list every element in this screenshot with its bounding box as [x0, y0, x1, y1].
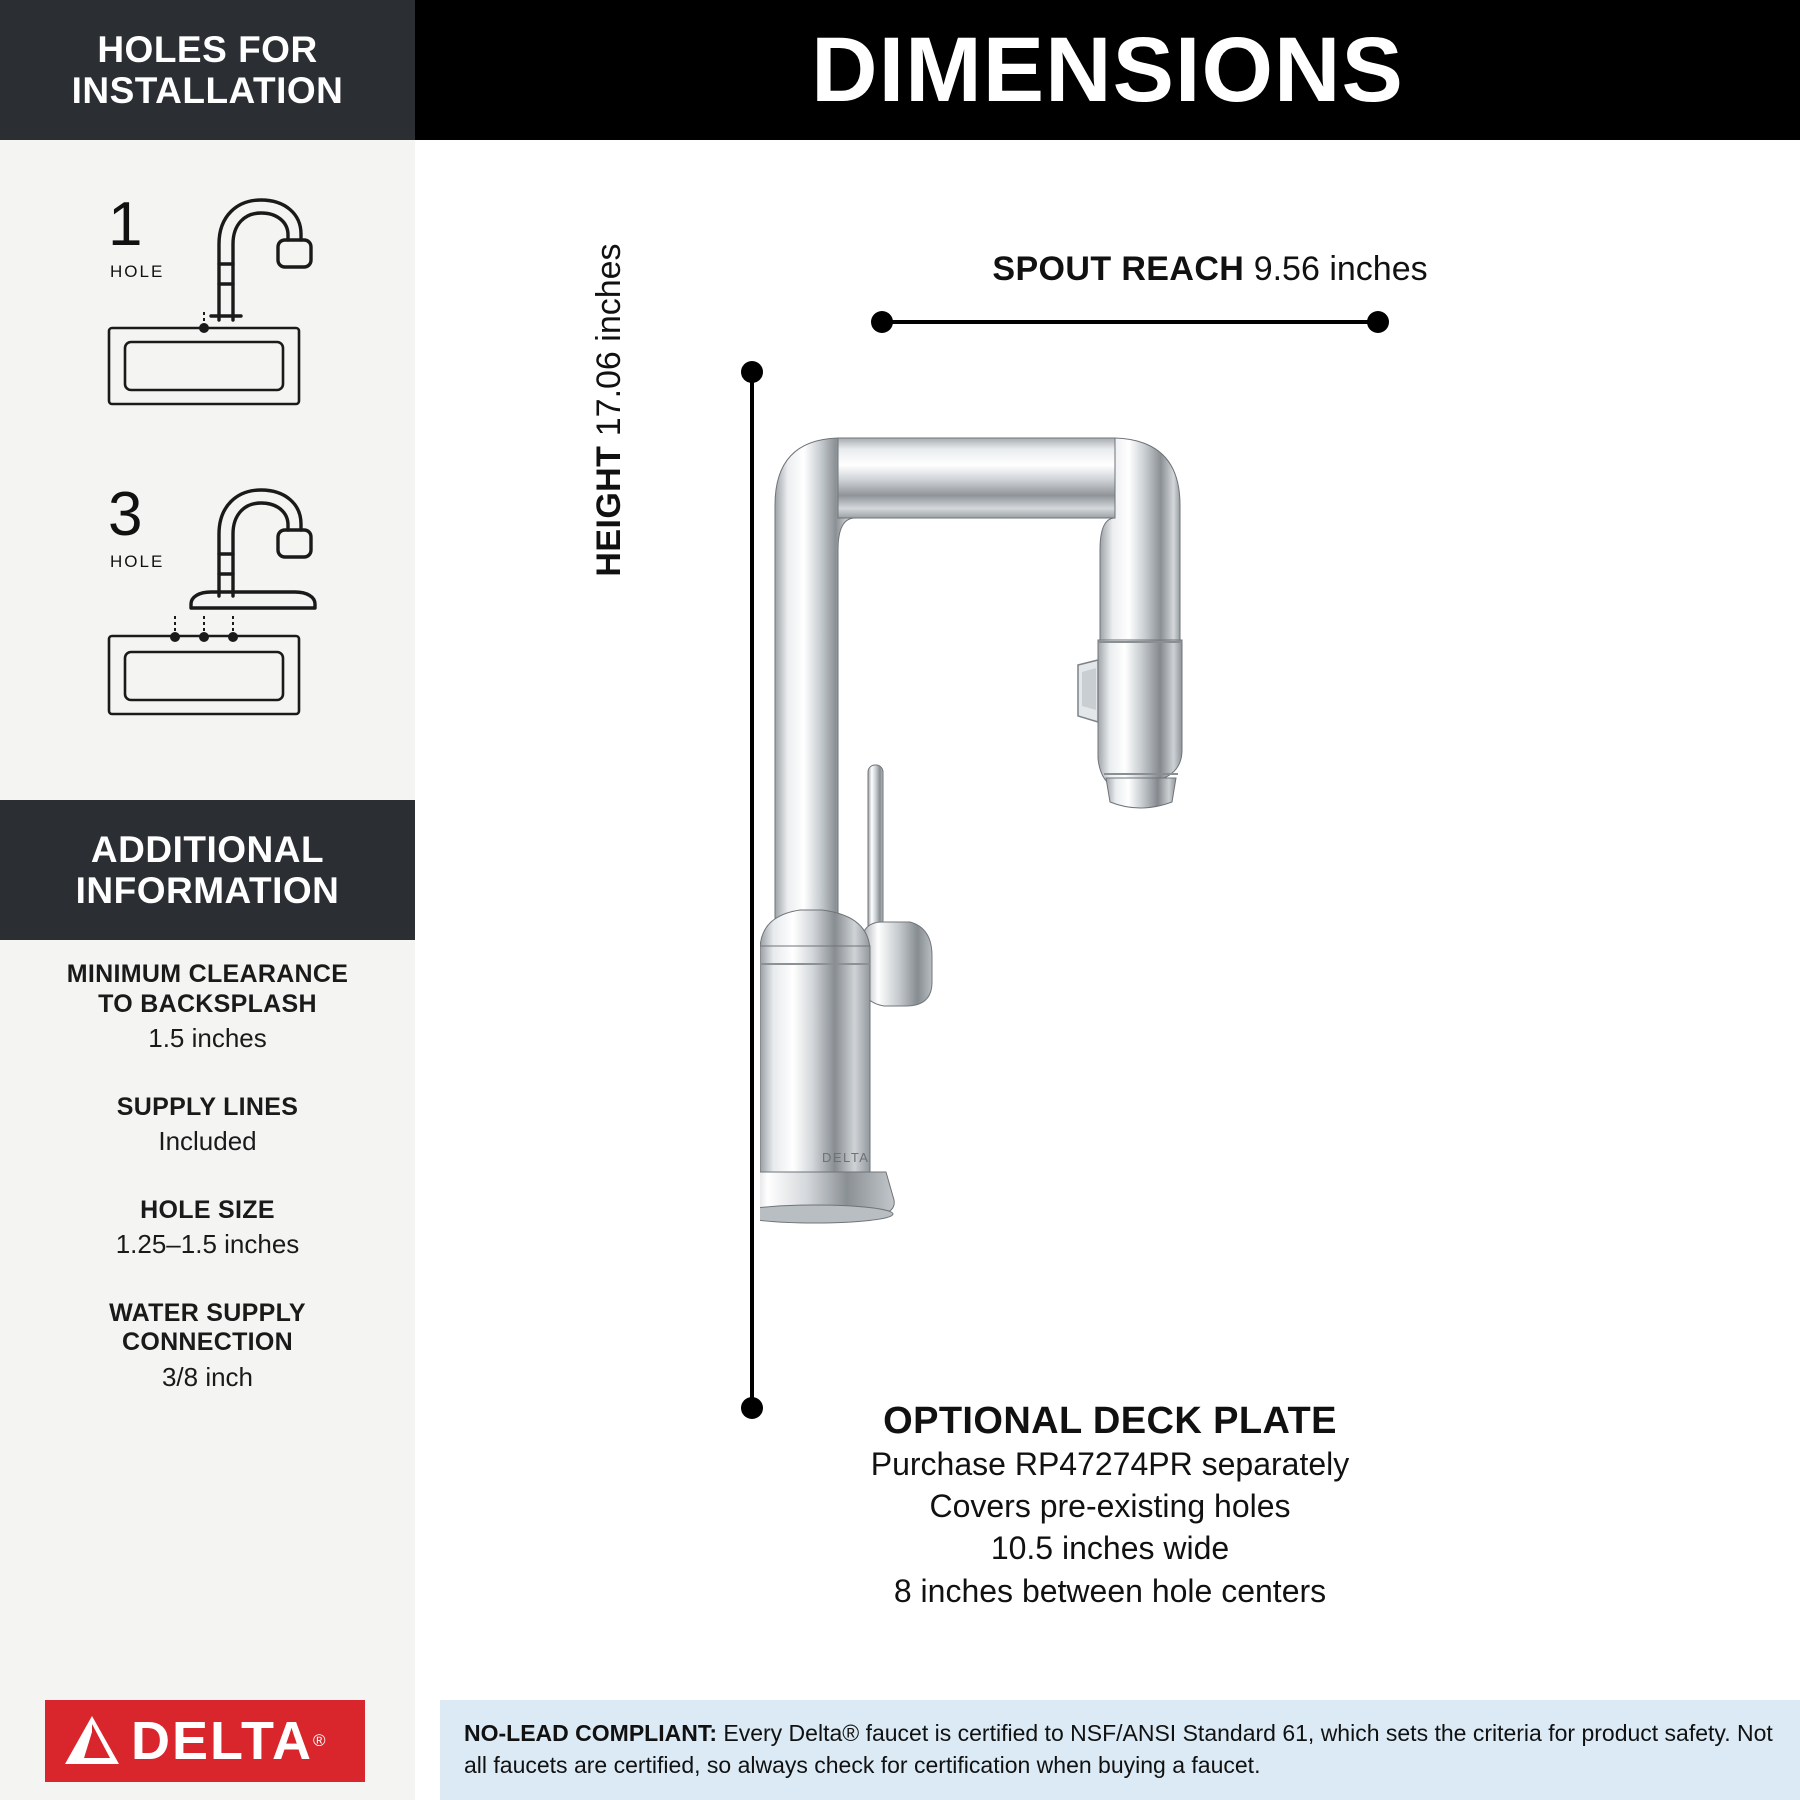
sink-deck-diagram-1hole — [105, 312, 305, 412]
info-value: 3/8 inch — [161, 1361, 254, 1392]
faucet-product-image — [760, 350, 1500, 1380]
hole-options-group — [0, 140, 415, 800]
holes-header-line2: INSTALLATION — [71, 70, 344, 111]
faucet-line-icon-3hole — [175, 478, 375, 628]
deck-plate-line-3: 10.5 inches wide — [990, 1530, 1230, 1567]
no-lead-compliant-footer — [440, 1700, 1800, 1800]
info-label-line1: SUPPLY LINES — [116, 1092, 299, 1121]
sink-deck-diagram-3hole — [105, 610, 305, 720]
dimensions-header — [415, 0, 1800, 140]
additional-information-header — [0, 800, 415, 940]
height-label-text: HEIGHT — [590, 445, 628, 577]
info-item-minimum-clearance — [0, 960, 415, 1055]
left-sidebar — [0, 0, 415, 1800]
info-label-line1: HOLE SIZE — [140, 1195, 275, 1224]
info-value: Included — [158, 1126, 257, 1156]
no-lead-text: Every Delta® faucet is certified to NSF/ANSI Standard 61, which sets the criteria for product safety. Not all faucets are certified, so always check for certification when buying a faucet. — [464, 1720, 1773, 1778]
info-value: 1.25–1.5 inches — [115, 1229, 300, 1259]
info-label-line1: MINIMUM CLEARANCE — [66, 960, 349, 988]
height-value: 17.06 inches — [590, 243, 628, 437]
additional-information-list — [0, 960, 415, 1431]
hole-option-3 — [0, 460, 415, 760]
spout-reach-dimension-line — [870, 308, 1390, 348]
delta-logo — [45, 1700, 365, 1782]
holes-for-installation-header — [0, 0, 415, 140]
faucet-brand-mark: DELTA — [822, 1150, 870, 1165]
info-value: 1.5 inches — [148, 1023, 267, 1053]
delta-triangle-icon — [61, 1712, 123, 1770]
info-label-line1: WATER SUPPLY — [109, 1298, 306, 1327]
deck-plate-title: OPTIONAL DECK PLATE — [883, 1400, 1337, 1442]
spout-reach-label — [760, 250, 1660, 289]
info-item-hole-size — [0, 1196, 415, 1261]
addl-header-line1: ADDITIONAL — [90, 828, 325, 870]
spout-reach-label-text: SPOUT REACH — [992, 250, 1245, 288]
deck-plate-line-1: Purchase RP47274PR separately — [870, 1446, 1350, 1482]
hole-option-3-count: 3 — [108, 480, 143, 549]
optional-deck-plate-block — [430, 1400, 1790, 1612]
info-label-line2: TO BACKSPLASH — [98, 989, 317, 1018]
hole-option-1-count: 1 — [108, 190, 143, 259]
info-item-supply-lines — [0, 1093, 415, 1158]
hole-option-1-word: HOLE — [110, 262, 165, 281]
deck-plate-line-4: 8 inches between hole centers — [893, 1572, 1327, 1609]
no-lead-label: NO-LEAD COMPLIANT: — [464, 1720, 717, 1746]
delta-wordmark: DELTA — [131, 1711, 313, 1771]
delta-registered-mark: ® — [312, 1731, 326, 1750]
height-label — [590, 200, 629, 620]
info-item-water-supply-connection — [0, 1299, 415, 1394]
holes-header-line1: HOLES FOR — [97, 28, 318, 70]
spout-reach-value: 9.56 inches — [1253, 250, 1428, 288]
info-label-line2: CONNECTION — [121, 1328, 294, 1356]
page-title: DIMENSIONS — [811, 19, 1404, 121]
deck-plate-line-2: Covers pre-existing holes — [929, 1488, 1291, 1525]
addl-header-line2: INFORMATION — [75, 870, 340, 911]
hole-option-1 — [0, 170, 415, 460]
hole-option-3-word: HOLE — [110, 552, 165, 571]
faucet-line-icon-1hole — [175, 188, 375, 328]
